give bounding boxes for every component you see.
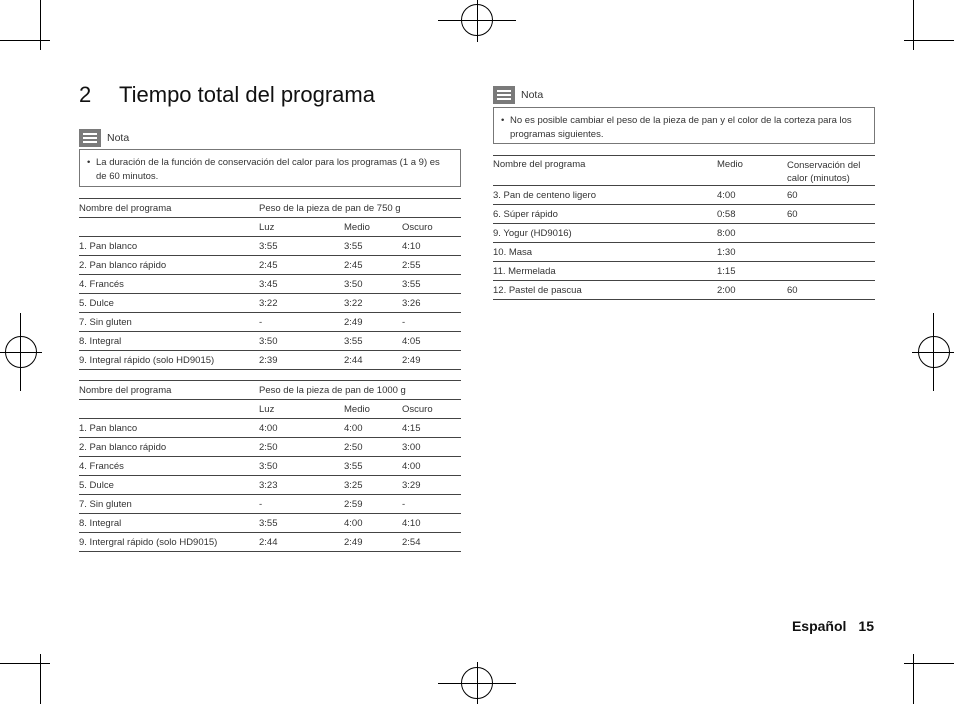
table-row	[79, 351, 461, 370]
header-cell	[79, 218, 259, 237]
note-text: La duración de la función de conservación del calor para los programas (1 a 9) es de 60 minutos.	[96, 157, 440, 182]
time-cell: 2:49	[344, 533, 402, 552]
table-row	[493, 262, 875, 281]
time-cell	[787, 224, 875, 243]
time-cell: 3:55	[402, 275, 461, 294]
table-body	[79, 237, 461, 370]
time-cell: 3:29	[402, 476, 461, 495]
time-cell: 3:50	[259, 332, 344, 351]
time-cell: -	[259, 495, 344, 514]
time-cell: 4:10	[402, 514, 461, 533]
table-row	[79, 476, 461, 495]
header-cell: Luz	[259, 218, 344, 237]
table-row	[79, 313, 461, 332]
table-body	[79, 419, 461, 552]
table-row	[79, 275, 461, 294]
program-name-cell: 8. Integral	[79, 514, 259, 533]
page-title	[79, 82, 375, 108]
program-name-cell: 3. Pan de centeno ligero	[493, 186, 717, 205]
program-name-cell: 9. Intergral rápido (solo HD9015)	[79, 533, 259, 552]
time-cell: 4:00	[344, 419, 402, 438]
time-cell: 3:55	[259, 514, 344, 533]
crop-mark	[40, 654, 41, 704]
page-number: 15	[858, 618, 874, 634]
time-cell	[787, 243, 875, 262]
table-row	[79, 457, 461, 476]
header-cell: Nombre del programa	[79, 381, 259, 400]
time-cell: 4:10	[402, 237, 461, 256]
header-cell: Medio	[717, 156, 787, 186]
note-header	[79, 129, 129, 147]
time-cell: 3:50	[344, 275, 402, 294]
table-1000g	[79, 380, 461, 552]
time-cell: 2:44	[259, 533, 344, 552]
table-row	[493, 243, 875, 262]
program-name-cell: 10. Masa	[493, 243, 717, 262]
table-header-row	[79, 199, 461, 218]
time-cell: -	[259, 313, 344, 332]
header-cell: Medio	[344, 218, 402, 237]
time-cell: 3:55	[259, 237, 344, 256]
time-cell: 4:00	[344, 514, 402, 533]
program-name-cell: 4. Francés	[79, 457, 259, 476]
program-name-cell: 4. Francés	[79, 275, 259, 294]
time-cell: 2:50	[259, 438, 344, 457]
time-cell: -	[402, 495, 461, 514]
note-box	[493, 107, 875, 144]
page-footer	[792, 618, 874, 634]
table-row	[493, 224, 875, 243]
header-cell: Nombre del programa	[79, 199, 259, 218]
table-row	[79, 495, 461, 514]
table-other-programs	[493, 155, 875, 300]
table-row	[493, 205, 875, 224]
table-row	[79, 438, 461, 457]
table-row	[79, 294, 461, 313]
time-cell: 3:45	[259, 275, 344, 294]
time-cell: 3:55	[344, 332, 402, 351]
program-name-cell: 11. Mermelada	[493, 262, 717, 281]
note-box	[79, 149, 461, 187]
time-cell: 2:54	[402, 533, 461, 552]
table-subheader-row	[79, 400, 461, 419]
time-cell: 60	[787, 205, 875, 224]
time-cell: 2:50	[344, 438, 402, 457]
program-name-cell: 2. Pan blanco rápido	[79, 438, 259, 457]
time-cell: 8:00	[717, 224, 787, 243]
time-cell: 3:25	[344, 476, 402, 495]
table-row	[493, 186, 875, 205]
table-row	[79, 332, 461, 351]
crop-mark	[913, 0, 914, 50]
time-cell: 2:55	[402, 256, 461, 275]
time-cell: 60	[787, 186, 875, 205]
time-cell: 4:00	[259, 419, 344, 438]
time-cell: 3:23	[259, 476, 344, 495]
section-number: 2	[79, 82, 92, 107]
header-cell: Peso de la pieza de pan de 1000 g	[259, 381, 461, 400]
table-row	[79, 419, 461, 438]
time-cell: 3:00	[402, 438, 461, 457]
crop-mark	[904, 40, 954, 41]
time-cell: 0:58	[717, 205, 787, 224]
header-cell: Oscuro	[402, 400, 461, 419]
table-header-row	[79, 381, 461, 400]
table-row	[79, 514, 461, 533]
time-cell: 4:05	[402, 332, 461, 351]
crop-mark	[913, 654, 914, 704]
time-cell: 3:22	[259, 294, 344, 313]
program-name-cell: 2. Pan blanco rápido	[79, 256, 259, 275]
header-cell: Medio	[344, 400, 402, 419]
time-cell: 2:44	[344, 351, 402, 370]
time-cell: 2:45	[344, 256, 402, 275]
program-name-cell: 6. Súper rápido	[493, 205, 717, 224]
program-name-cell: 7. Sin gluten	[79, 313, 259, 332]
crop-mark	[904, 663, 954, 664]
table-body	[493, 186, 875, 300]
program-name-cell: 5. Dulce	[79, 476, 259, 495]
header-cell: Nombre del programa	[493, 156, 717, 186]
section-title: Tiempo total del programa	[119, 82, 375, 107]
note-text: No es posible cambiar el peso de la pieza de pan y el color de la corteza para los programas siguientes.	[510, 115, 852, 140]
header-cell: Luz	[259, 400, 344, 419]
table-row	[79, 256, 461, 275]
crop-mark	[40, 0, 41, 50]
program-name-cell: 1. Pan blanco	[79, 419, 259, 438]
crop-mark	[0, 663, 50, 664]
program-name-cell: 8. Integral	[79, 332, 259, 351]
table-header-row	[493, 156, 875, 186]
header-cell: Conservación del calor (minutos)	[787, 156, 875, 186]
time-cell: 2:49	[344, 313, 402, 332]
note-header	[493, 86, 543, 104]
bullet: •	[87, 157, 91, 168]
time-cell: 3:22	[344, 294, 402, 313]
time-cell: 3:26	[402, 294, 461, 313]
time-cell: 2:00	[717, 281, 787, 300]
time-cell: 1:15	[717, 262, 787, 281]
time-cell: 2:39	[259, 351, 344, 370]
table-row	[79, 237, 461, 256]
program-name-cell: 7. Sin gluten	[79, 495, 259, 514]
header-cell	[79, 400, 259, 419]
time-cell: 4:15	[402, 419, 461, 438]
time-cell: 3:50	[259, 457, 344, 476]
table-subheader-row	[79, 218, 461, 237]
bullet: •	[501, 115, 505, 126]
time-cell: 3:55	[344, 457, 402, 476]
crop-mark	[0, 40, 50, 41]
program-name-cell: 9. Yogur (HD9016)	[493, 224, 717, 243]
note-icon	[493, 86, 515, 104]
footer-language: Español	[791, 618, 847, 634]
program-name-cell: 1. Pan blanco	[79, 237, 259, 256]
note-icon	[79, 129, 101, 147]
time-cell: 2:45	[259, 256, 344, 275]
program-name-cell: 9. Integral rápido (solo HD9015)	[79, 351, 259, 370]
time-cell: 3:55	[344, 237, 402, 256]
time-cell: 1:30	[717, 243, 787, 262]
time-cell: 4:00	[717, 186, 787, 205]
program-name-cell: 12. Pastel de pascua	[493, 281, 717, 300]
time-cell: 2:59	[344, 495, 402, 514]
time-cell: 4:00	[402, 457, 461, 476]
time-cell	[787, 262, 875, 281]
table-row	[79, 533, 461, 552]
header-cell: Peso de la pieza de pan de 750 g	[259, 199, 461, 218]
note-label: Nota	[107, 132, 130, 144]
time-cell: -	[402, 313, 461, 332]
program-name-cell: 5. Dulce	[79, 294, 259, 313]
note-label: Nota	[521, 89, 544, 101]
table-750g	[79, 198, 461, 370]
time-cell: 2:49	[402, 351, 461, 370]
time-cell: 60	[787, 281, 875, 300]
table-row	[493, 281, 875, 300]
header-cell: Oscuro	[402, 218, 461, 237]
